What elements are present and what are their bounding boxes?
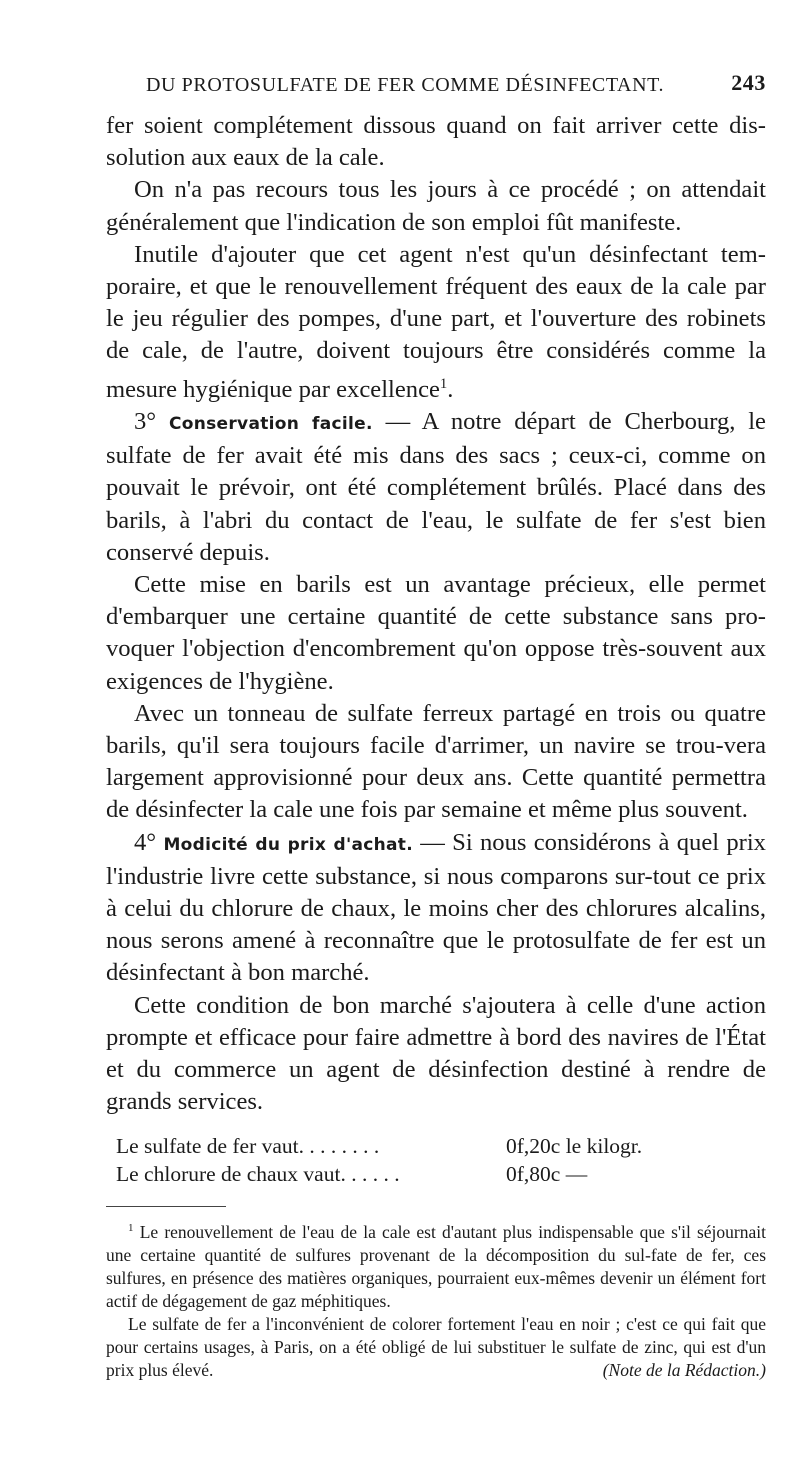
footnote-reference: 1 (439, 375, 448, 392)
body-text (106, 110, 766, 1118)
footnotes (106, 1217, 766, 1382)
paragraph: On n'a pas recours tous les jours à ce procédé ; on attendait généralement que l'indication de son emploi fût manifeste. (106, 176, 766, 236)
section-title: Conservation facile. (168, 414, 373, 435)
price-list (106, 1132, 766, 1188)
paragraph: Cette mise en barils est un avantage précieux, elle permet d'embarquer une certaine quantité de cette substance sans pro-voquer l'objection d'encombrement qu'on oppose très-souvent aux exigences de l'hygiène. (106, 571, 766, 695)
running-title: DU PROTOSULFATE DE FER COMME DÉSINFECTANT. (146, 74, 665, 96)
price-label: Le sulfate de fer vaut. . . . . . . . (116, 1134, 380, 1159)
page-header (106, 68, 766, 102)
footnote (106, 1217, 766, 1313)
section-dash: — (420, 828, 445, 856)
price-value: 0f,20c le kilogr. (506, 1134, 643, 1159)
footnote-mark: 1 (128, 1222, 134, 1235)
paragraph (106, 406, 766, 569)
paragraph: Avec un tonneau de sulfate ferreux partagé en trois ou quatre barils, qu'il sera toujours facile d'arrimer, un navire se trou-vera largement approvisionné pour deux ans. Cette quantité permettra de désinfecter la cale une fois par semaine et même plus souvent. (106, 699, 766, 824)
section-number: 3° (134, 408, 157, 436)
price-value: 0f,80c — (506, 1162, 588, 1187)
paragraph: fer soient complétement dissous quand on fait arriver cette dis-solution aux eaux de la cale. (106, 112, 766, 172)
book-page (106, 68, 766, 1382)
footnote-text: Le sulfate de fer a l'inconvénient de colorer fortement l'eau en noir ; c'est ce qui fait que pour certains usages, à Paris, on a été obligé de lui substituer le sulfate de zinc, qui est d'un prix plus élevé. (106, 1314, 766, 1381)
paragraph (106, 827, 766, 990)
section-dash: — (385, 408, 411, 436)
paragraph: Cette condition de bon marché s'ajoutera à celle d'une action prompte et efficace pour faire admettre à bord des navires de l'État et du commerce un agent de désinfection destiné à rendre de grands services. (106, 991, 766, 1116)
paragraph-text: Inutile d'ajouter que cet agent n'est qu'un désinfectant tem-poraire, et que le renouvellement fréquent des eaux de la cale par le jeu régulier des pompes, d'une part, et l'ouverture des robinets de cale, de l'autre, doivent toujours être considérés comme la mesure hygiénique par excellence (106, 240, 766, 403)
footnote-divider (106, 1206, 226, 1207)
paragraph: Inutile d'ajouter que cet agent n'est qu'un désinfectant tem-poraire, et que le renouvellement fréquent des eaux de la cale par le jeu régulier des pompes, d'une part, et l'ouverture des robinets de cale, de l'autre, doivent toujours être considérés comme la mesure hygiénique par excellence$^1$. (106, 240, 766, 403)
price-row (106, 1132, 766, 1160)
price-row (106, 1160, 766, 1188)
section-title: Modicité du prix d'achat. (163, 834, 413, 855)
footnote (106, 1313, 766, 1382)
page-number: 243 (731, 70, 766, 95)
price-label: Le chlorure de chaux vaut. . . . . . (116, 1162, 400, 1187)
editor-signature: (Note de la Rédaction.) (602, 1360, 766, 1381)
paragraph-text: A notre départ de Cherbourg, le sulfate de fer avait été mis dans des sacs ; ceux-ci, comme on pouvait le prévoir, ont été complétement brûlés. Placé dans des barils, à l'abri du contact de l'eau, le sulfate de fer s'est bien conservé depuis. (106, 408, 766, 566)
section-number: 4° (134, 828, 157, 856)
footnote-text: Le renouvellement de l'eau de la cale est d'autant plus indispensable que s'il séjournait une certaine quantité de sulfures provenant de la décomposition du sul-fate de fer, ces sulfures, en présence des matières organiques, pourraient eux-mêmes devenir un élément fort actif de dégagement de gaz méphitiques. (106, 1222, 766, 1312)
paragraph-text: Si nous considérons à quel prix l'industrie livre cette substance, si nous comparons sur-tout ce prix à celui du chlorure de chaux, le moins cher des chlorures alcalins, nous serons amené à reconnaître que le protosulfate de fer est un désinfectant à bon marché. (106, 828, 766, 987)
